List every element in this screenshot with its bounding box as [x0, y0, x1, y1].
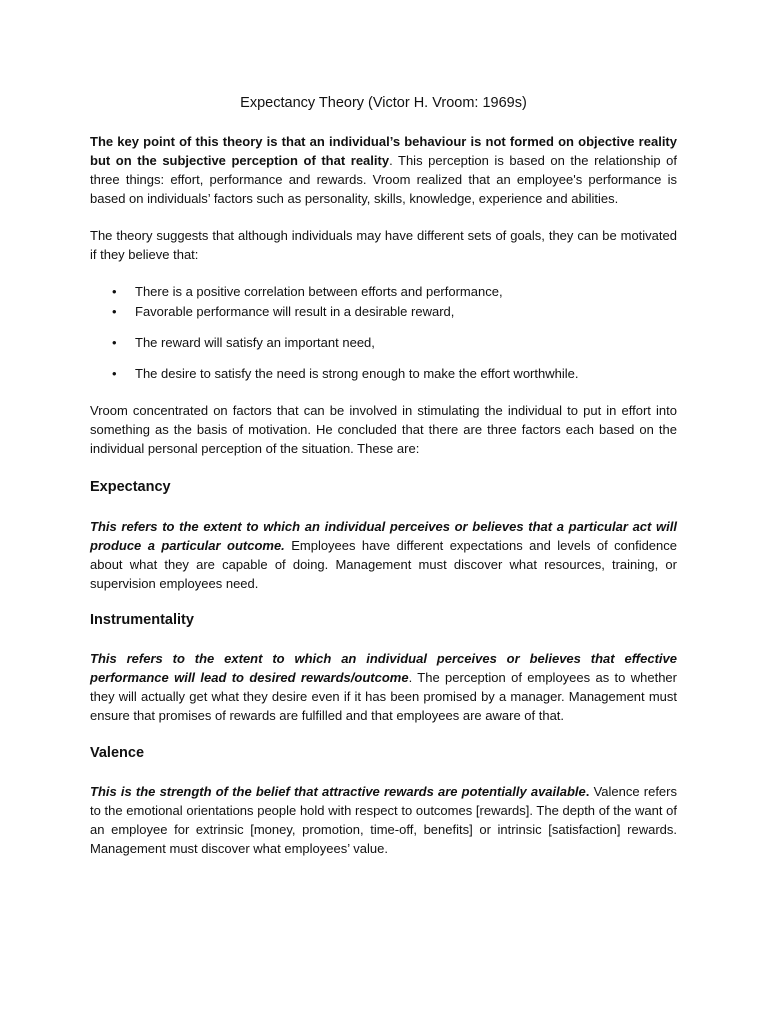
- expectancy-definition: This refers to the extent to which an individual perceives or believes that a particular act will produce a particular outcome.: [90, 519, 677, 553]
- goals-paragraph: The theory suggests that although individuals may have different sets of goals, they can be motivated if they believe that:: [90, 228, 677, 262]
- vroom-paragraph: Vroom concentrated on factors that can be involved in stimulating the individual to put in effort into something as the basis of motivation. He concluded that there are three factors each based on the individual personal perception of the situation. These are:: [90, 403, 677, 456]
- instrumentality-rest: . The perception of employees as to whether they will actually get what they desire even if it has been promised by a manager. Management must ensure that promises of rewards are fulfilled and that employees are aware of that.: [90, 670, 677, 723]
- bullet-glyph: •: [112, 304, 117, 319]
- bullet-glyph: •: [112, 284, 117, 299]
- instrumentality-definition: This refers to the extent to which an individual perceives or believes that effective performance will lead to desired rewards/outcome: [90, 651, 677, 685]
- expectancy-rest: Employees have different expectations and levels of confidence about what they are capable of doing. Management must discover what resources, training, or supervision employees need.: [90, 538, 677, 591]
- list-item: • The desire to satisfy the need is strong enough to make the effort worthwhile.: [112, 366, 579, 381]
- expectancy-heading: Expectancy: [90, 479, 171, 495]
- instrumentality-heading: Instrumentality: [90, 612, 194, 628]
- expectancy-paragraph: [90, 517, 677, 593]
- bullet-glyph: •: [112, 335, 117, 350]
- list-item: • There is a positive correlation between efforts and performance,: [112, 284, 503, 299]
- intro-key-point: The key point of this theory is that an individual’s behaviour is not formed on objective reality but on the subjective perception of that reality: [90, 134, 677, 168]
- valence-heading: Valence: [90, 745, 145, 761]
- intro-rest: . This perception is based on the relationship of three things: effort, performance and rewards. Vroom realized that an employee's performance is based on individuals’ factors such as personality, skills, knowledge, experience and abilities.: [90, 153, 677, 206]
- instrumentality-paragraph: [90, 649, 677, 725]
- valence-definition: This is the strength of the belief that attractive rewards are potentially available: [90, 784, 586, 799]
- list-item: • Favorable performance will result in a desirable reward,: [112, 304, 455, 319]
- valence-paragraph: [90, 782, 677, 858]
- document-body: [90, 94, 677, 858]
- list-item: • The reward will satisfy an important need,: [112, 335, 375, 350]
- intro-paragraph: [90, 132, 677, 208]
- page-title: Expectancy Theory (Victor H. Vroom: 1969s): [240, 95, 527, 111]
- conditions-list: [90, 282, 677, 383]
- bullet-glyph: •: [112, 366, 117, 381]
- valence-rest: Valence refers to the emotional orientations people hold with respect to outcomes [rewards]. The depth of the want of an employee for extrinsic [money, promotion, time-off, benefits] or intrinsic [satisfaction] rewards. Management must discover what employees’ value.: [90, 784, 677, 856]
- valence-definition-end: .: [585, 784, 590, 799]
